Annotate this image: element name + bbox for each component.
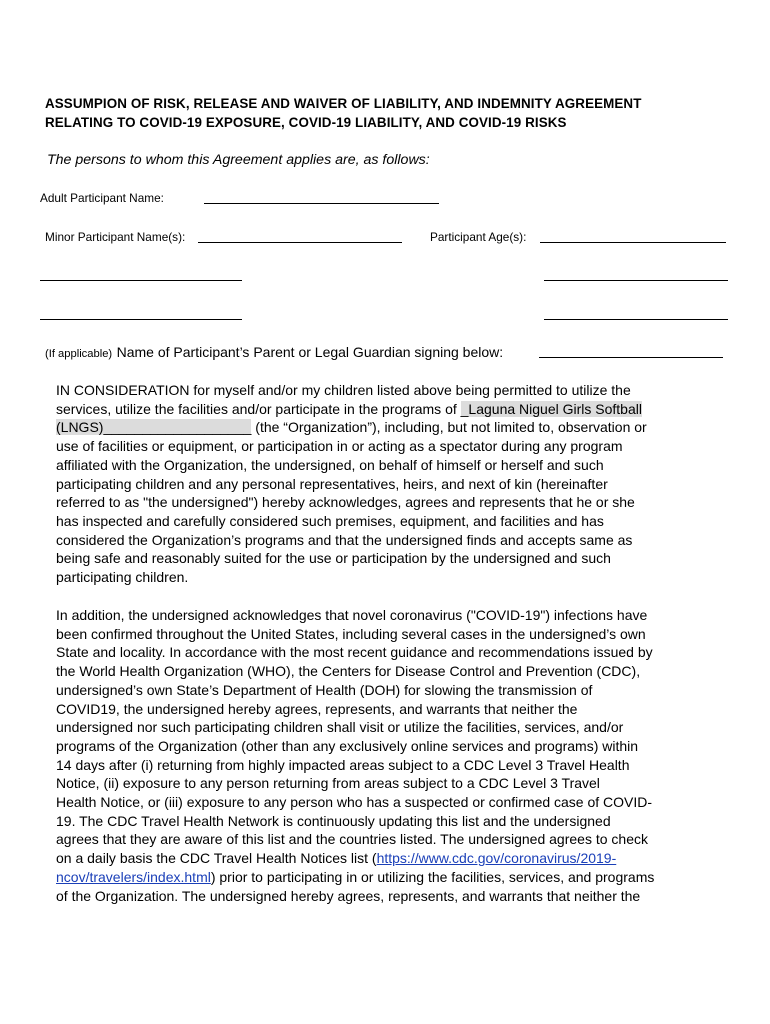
adult-participant-name-field[interactable] [204, 203, 439, 204]
paragraph-line: undersigned’s own State’s Department of Health (DOH) for slowing the transmission of [56, 681, 593, 698]
paragraph-line: has inspected and carefully considered such premises, equipment, and facilities and has [56, 512, 604, 529]
paragraph-line: 19. The CDC Travel Health Network is continuously updating this list and the undersigned [56, 812, 611, 829]
paragraph-line: 14 days after (i) returning from highly impacted areas subject to a CDC Level 3 Travel Health [56, 756, 630, 773]
paragraph-line: the World Health Organization (WHO), the Centers for Disease Control and Prevention (CDC), [56, 663, 641, 680]
paragraph-line: agrees that they are aware of this list and the countries listed. The undersigned agrees to check [56, 831, 648, 848]
paragraph-line: participating children. [56, 569, 189, 586]
if-applicable-note: (If applicable) [45, 348, 113, 360]
guardian-label: Name of Participant’s Parent or Legal Guardian signing below: [116, 344, 504, 360]
participant-age-field-2[interactable] [544, 280, 728, 281]
paragraph-line: IN CONSIDERATION for myself and/or my children listed above being permitted to utilize the [56, 382, 631, 398]
cdc-travel-notices-link[interactable]: https://www.cdc.gov/coronavirus/2019- [376, 850, 617, 867]
organization-name-field[interactable]: _Laguna Niguel Girls Softball [460, 400, 642, 417]
paragraph-text: (the “Organization”), including, but not limited to, observation or [251, 419, 647, 436]
paragraph-text: ) prior to participating in or utilizing the facilities, services, and programs [210, 868, 655, 885]
intro-text: The persons to whom this Agreement applies are, as follows: [47, 152, 430, 168]
guardian-row [45, 344, 503, 362]
agreement-title-line-1: ASSUMPION OF RISK, RELEASE AND WAIVER OF LIABILITY, AND INDEMNITY AGREEMENT [45, 96, 642, 111]
paragraph-line: been confirmed throughout the United States, including several cases in the undersigned’s own [56, 625, 646, 642]
minor-participant-name-field-2[interactable] [40, 280, 242, 281]
paragraph-line [56, 868, 716, 887]
minor-participant-label: Minor Participant Name(s): [45, 230, 186, 244]
paragraph-line: use of facilities or equipment, or participation in or acting as a spectator during any program [56, 438, 623, 455]
paragraph-line: programs of the Organization (other than any exclusively online services and programs) within [56, 737, 639, 754]
paragraph-line: undersigned nor such participating children shall visit or utilize the facilities, services, and/or [56, 719, 624, 736]
paragraph-text: on a daily basis the CDC Travel Health Notices list ( [56, 850, 377, 867]
cdc-travel-notices-link-continued[interactable]: ncov/travelers/index.html [56, 868, 211, 885]
agreement-title-line-2: RELATING TO COVID-19 EXPOSURE, COVID-19 LIABILITY, AND COVID-19 RISKS [45, 115, 567, 130]
participant-age-field-3[interactable] [544, 319, 728, 320]
paragraph-line: participating children and any personal representatives, heirs, and next of kin (hereinafter [56, 475, 608, 492]
participant-age-label: Participant Age(s): [430, 230, 527, 244]
paragraph-line: of the Organization. The undersigned hereby agrees, represents, and warrants that neither the [56, 887, 641, 904]
paragraph-line: State and locality. In accordance with the most recent guidance and recommendations issued by [56, 644, 653, 661]
guardian-name-field[interactable] [539, 357, 723, 358]
paragraph-line [56, 849, 716, 868]
paragraph-line: considered the Organization’s programs and that the undersigned finds and accepts same as [56, 531, 633, 548]
covid-paragraph [56, 606, 716, 905]
organization-name-field-continued[interactable]: (LNGS)___________________ [56, 419, 252, 436]
participant-age-field[interactable] [540, 242, 726, 243]
paragraph-line: COVID19, the undersigned hereby agrees, represents, and warrants that neither the [56, 700, 578, 717]
paragraph-line [56, 400, 716, 419]
paragraph-line: affiliated with the Organization, the undersigned, on behalf of himself or herself and such [56, 456, 604, 473]
adult-participant-label: Adult Participant Name: [40, 191, 164, 205]
consideration-paragraph [56, 381, 716, 587]
minor-participant-name-field-3[interactable] [40, 319, 242, 320]
paragraph-line: In addition, the undersigned acknowledges that novel coronavirus ("COVID-19") infections have [56, 607, 648, 623]
minor-participant-name-field[interactable] [198, 242, 402, 243]
paragraph-line: Health Notice, or (iii) exposure to any person who has a suspected or confirmed case of COVID- [56, 794, 653, 811]
paragraph-line [56, 418, 716, 437]
paragraph-text: services, utilize the facilities and/or participate in the programs of [56, 400, 461, 417]
paragraph-line: referred to as "the undersigned") hereby acknowledges, agrees and represents that he or she [56, 494, 635, 511]
paragraph-line: being safe and reasonably suited for the use or participation by the undersigned and such [56, 550, 611, 567]
paragraph-line: Notice, (ii) exposure to any person returning from areas subject to a CDC Level 3 Travel [56, 775, 600, 792]
